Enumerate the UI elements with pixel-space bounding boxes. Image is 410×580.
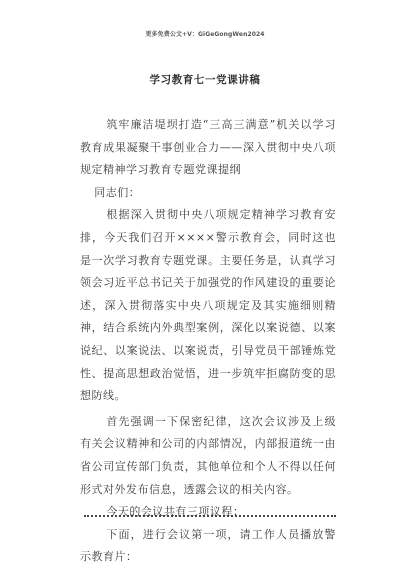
body-paragraph: 下面，进行会议第一项，请工作人员播放警示教育片： bbox=[80, 527, 336, 564]
page-title: 学习教育七一党课讲稿 bbox=[149, 74, 261, 86]
document-body bbox=[80, 114, 336, 569]
top-note: 更多免费公文+V：GiGeGongWen2024 bbox=[145, 31, 265, 38]
dotted-separator bbox=[84, 515, 336, 517]
body-paragraph: 首先强调一下保密纪律，这次会议涉及上级有关会议精神和公司的内部情况，内部报道统一由省公司宣传部门负责，其他单位和个人不得以任何形式对外发布信息，透露会议的相关内容。 bbox=[80, 414, 336, 496]
subtitle-paragraph: 筑牢廉洁堤坝打造“三高三满意”机关以学习教育成果凝聚干事创业合力——深入贯彻中央八项规定精神学习教育专题党课提纲 bbox=[80, 118, 336, 177]
greeting: 同志们： bbox=[94, 185, 141, 199]
body-paragraph: 今天的会议共有三项议程： bbox=[106, 505, 245, 519]
body-paragraph: 根据深入贯彻中央八项规定精神学习教育安排，今天我们召开××××警示教育会，同时这也是一次学习教育专题党课。主要任务是，认真学习领会习近平总书记关于加强党的作风建设的重要论述，深入贯彻落实中央八项规定及其实施细则精神，结合系统内外典型案例，深化以案说德、以案说纪、以案说法、以案说责，引导党员干部锤炼党性、提高思想政治觉悟，进一步筑牢拒腐防变的思想防线。 bbox=[80, 208, 336, 403]
